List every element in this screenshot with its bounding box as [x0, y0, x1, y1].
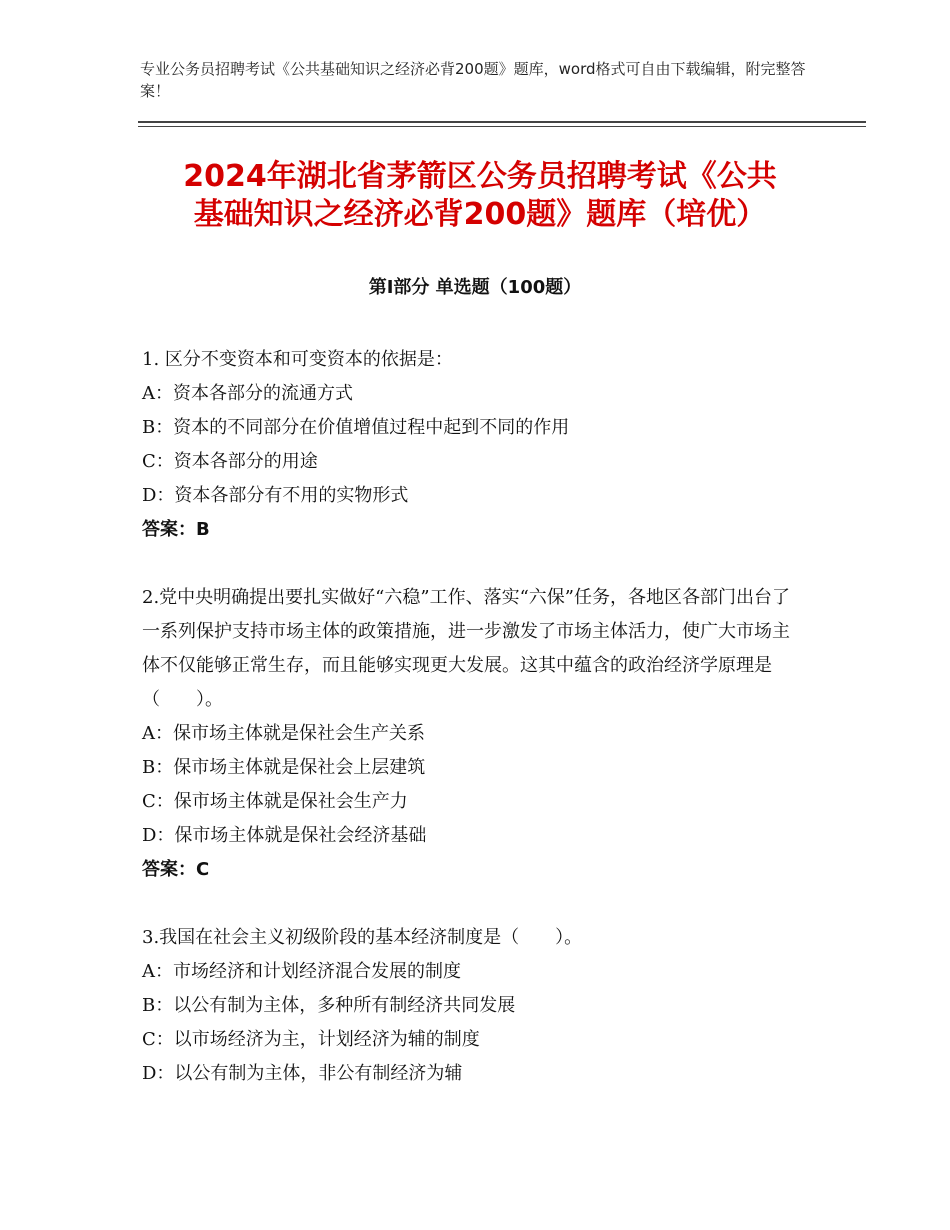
header-note: 专业公务员招聘考试《公共基础知识之经济必背200题》题库，word格式可自由下载编辑，附完整答案！	[140, 60, 806, 100]
header-divider-thin	[138, 126, 866, 127]
section-title: 第Ⅰ部分 单选题（100题）	[368, 277, 582, 298]
option-a: A：资本各部分的流通方式	[142, 383, 353, 404]
option-d: D：保市场主体就是保社会经济基础	[142, 825, 427, 846]
document-title-line-2: 基础知识之经济必背200题》题库（培优）	[193, 197, 767, 232]
question-2	[142, 581, 802, 887]
option-c: C：保市场主体就是保社会生产力	[142, 791, 408, 812]
option-a: A：保市场主体就是保社会生产关系	[142, 723, 425, 744]
question-stem: 2.党中央明确提出要扎实做好“六稳”工作、落实“六保”任务，各地区各部门出台了一系列保护支持市场主体的政策措施，进一步激发了市场主体活力，使广大市场主体不仅能够正常生存，而且能够实现更大发展。这其中蕴含的政治经济学原理是（ ）。	[142, 587, 790, 710]
question-stem: 1. 区分不变资本和可变资本的依据是：	[142, 349, 453, 370]
answer: 答案：B	[142, 519, 210, 540]
option-b: B：资本的不同部分在价值增值过程中起到不同的作用	[142, 417, 570, 438]
option-c: C：以市场经济为主，计划经济为辅的制度	[142, 1029, 480, 1050]
document-title	[135, 158, 825, 234]
question-1	[142, 343, 802, 547]
document-title-line-1: 2024年湖北省茅箭区公务员招聘考试《公共	[183, 159, 777, 194]
option-b: B：保市场主体就是保社会上层建筑	[142, 757, 426, 778]
option-d: D：资本各部分有不用的实物形式	[142, 485, 409, 506]
question-spacer	[142, 547, 802, 581]
option-c: C：资本各部分的用途	[142, 451, 318, 472]
question-3	[142, 921, 802, 1091]
option-b: B：以公有制为主体，多种所有制经济共同发展	[142, 995, 516, 1016]
option-d: D：以公有制为主体，非公有制经济为辅	[142, 1063, 463, 1084]
option-a: A：市场经济和计划经济混合发展的制度	[142, 961, 461, 982]
answer: 答案：C	[142, 859, 210, 880]
question-stem: 3.我国在社会主义初级阶段的基本经济制度是（ ）。	[142, 927, 583, 948]
question-spacer	[142, 887, 802, 921]
header-divider-thick	[138, 121, 866, 123]
question-list	[142, 343, 802, 1091]
